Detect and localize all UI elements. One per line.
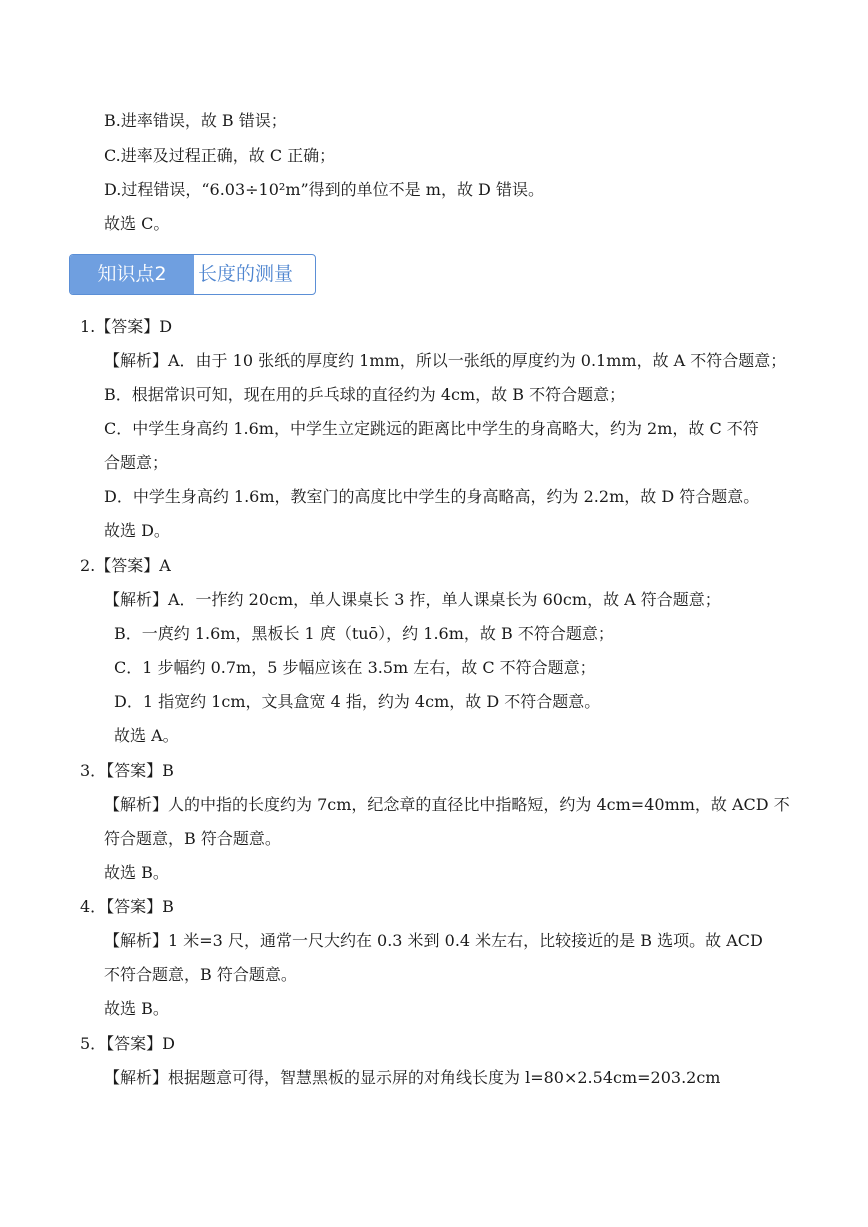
analysis-line: 符合题意，B 符合题意。 (104, 829, 281, 848)
analysis-line: 故选 D。 (104, 521, 170, 540)
analysis-line: D．1 指宽约 1cm，文具盒宽 4 指，约为 4cm，故 D 不符合题意。 (114, 692, 601, 711)
analysis-line: C．1 步幅约 0.7m，5 步幅应该在 3.5m 左右，故 C 不符合题意； (114, 658, 596, 677)
analysis-line: 【解析】A．由于 10 张纸的厚度约 1mm，所以一张纸的厚度约为 0.1mm，故 A 不符合题意； (104, 351, 787, 370)
analysis-line: C．中学生身高约 1.6m，中学生立定跳远的距离比中学生的身高略大，约为 2m，故 C 不符 (104, 419, 759, 438)
analysis-line: 【解析】1 米=3 尺，通常一尺大约在 0.3 米到 0.4 米左右，比较接近的是 B 选项。故 ACD (104, 931, 763, 950)
analysis-line: 【解析】根据题意可得，智慧黑板的显示屏的对角线长度为 l=80×2.54cm=203.2cm (104, 1068, 721, 1087)
analysis-line: 故选 A。 (114, 726, 179, 745)
text-line: B.进率错误，故 B 错误； (104, 111, 287, 130)
text-line: D.过程错误，“6.03÷10²m”得到的单位不是 m，故 D 错误。 (104, 180, 544, 199)
text-line: C.进率及过程正确，故 C 正确； (104, 146, 336, 165)
section-header (69, 254, 316, 295)
analysis-line: 【解析】人的中指的长度约为 7cm，纪念章的直径比中指略短，约为 4cm=40mm，故 ACD 不 (104, 795, 790, 814)
analysis-line: 故选 B。 (104, 863, 169, 882)
analysis-line: B．一庹约 1.6m，黑板长 1 庹（tuō），约 1.6m，故 B 不符合题意； (114, 624, 614, 643)
answer-line: 3．【答案】B (80, 761, 174, 780)
text-line: 故选 C。 (104, 214, 170, 233)
answer-line: 5．【答案】D (80, 1034, 176, 1053)
analysis-line: 故选 B。 (104, 999, 169, 1018)
section-title: 长度的测量 (198, 263, 294, 285)
answer-line: 1.【答案】D (80, 317, 173, 336)
analysis-line: 【解析】A．一拃约 20cm，单人课桌长 3 拃，单人课桌长为 60cm，故 A 符合题意； (104, 590, 721, 609)
analysis-line: D．中学生身高约 1.6m，教室门的高度比中学生的身高略高，约为 2.2m，故 D 符合题意。 (104, 487, 760, 506)
answer-line: 4．【答案】B (80, 897, 174, 916)
answer-line: 2.【答案】A (80, 556, 171, 575)
analysis-line: 不符合题意，B 符合题意。 (104, 965, 297, 984)
analysis-line: B．根据常识可知，现在用的乒乓球的直径约为 4cm，故 B 不符合题意； (104, 385, 626, 404)
analysis-line: 合题意； (104, 453, 169, 472)
section-tag: 知识点2 (70, 255, 194, 294)
